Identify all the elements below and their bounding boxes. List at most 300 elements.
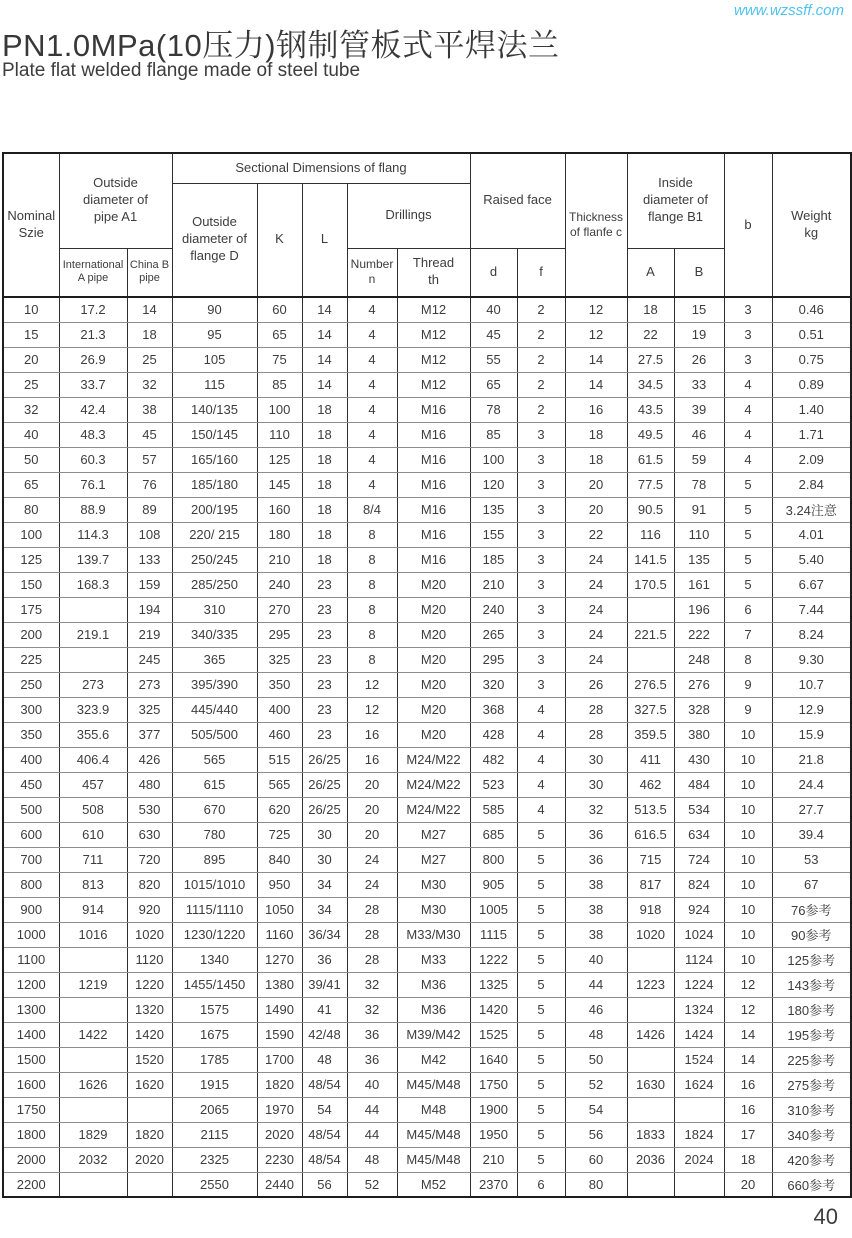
table-cell: 120 [470,472,517,497]
table-cell: 500 [3,797,59,822]
table-cell: 1124 [674,947,724,972]
table-cell: 57 [127,447,172,472]
table-cell: 60 [257,297,302,322]
table-row [3,497,851,522]
table-cell: 42/48 [302,1022,347,1047]
table-cell: 1420 [127,1022,172,1047]
table-cell: 12 [565,322,627,347]
table-cell: 220/ 215 [172,522,257,547]
table-cell: 210 [257,547,302,572]
table-cell: 90参考 [772,922,851,947]
table-cell: 40 [3,422,59,447]
table-cell: 0.89 [772,372,851,397]
table-cell: 4 [347,472,397,497]
table-cell: 28 [565,697,627,722]
table-row [3,1022,851,1047]
table-cell: 114.3 [59,522,127,547]
table-cell: 8 [347,597,397,622]
table-cell: 248 [674,647,724,672]
table-cell: 14 [302,347,347,372]
table-cell: 1426 [627,1022,674,1047]
table-cell: 2020 [257,1122,302,1147]
table-cell: 48 [347,1147,397,1172]
table-cell: 110 [257,422,302,447]
table-cell: 40 [470,297,517,322]
table-cell: 36 [347,1047,397,1072]
table-cell: 17 [724,1122,772,1147]
table-cell: 14 [724,1047,772,1072]
table-cell: 585 [470,797,517,822]
table-cell: 24 [565,597,627,622]
table-cell: 56 [302,1172,347,1197]
table-cell: 2.84 [772,472,851,497]
table-cell: 1380 [257,972,302,997]
table-cell: 276.5 [627,672,674,697]
table-cell: 4 [347,372,397,397]
table-cell: 16 [724,1072,772,1097]
table-cell: 508 [59,797,127,822]
table-row [3,347,851,372]
table-cell: 44 [347,1097,397,1122]
table-cell: 295 [470,647,517,672]
table-cell: 2 [517,322,565,347]
table-cell: 34 [302,872,347,897]
table-cell: 5 [724,572,772,597]
table-cell: 1223 [627,972,674,997]
table-cell: 21.8 [772,747,851,772]
table-cell: 2230 [257,1147,302,1172]
table-cell: 135 [470,497,517,522]
table-cell: 12 [347,672,397,697]
table-cell: 200 [3,622,59,647]
table-cell: 685 [470,822,517,847]
table-cell: 4 [347,347,397,372]
table-cell: 141.5 [627,547,674,572]
table-cell [627,647,674,672]
table-cell: 18 [565,422,627,447]
table-cell: 23 [302,672,347,697]
table-cell: 18 [302,447,347,472]
table-cell: 1829 [59,1122,127,1147]
table-cell: 350 [257,672,302,697]
table-cell: 530 [127,797,172,822]
table-cell: 185 [470,547,517,572]
col-thickness-c: Thickness of flanfe c [565,153,627,297]
table-cell: 3 [517,497,565,522]
table-row [3,1147,851,1172]
table-cell: 1222 [470,947,517,972]
table-cell: 5 [724,472,772,497]
table-cell: 150/145 [172,422,257,447]
table-cell: 295 [257,622,302,647]
table-cell: 30 [302,822,347,847]
table-cell: 88.9 [59,497,127,522]
table-cell: 18 [724,1147,772,1172]
table-cell: 65 [257,322,302,347]
table-cell: 3 [517,597,565,622]
table-row [3,997,851,1022]
table-cell: 1785 [172,1047,257,1072]
table-cell: 32 [565,797,627,822]
table-cell: 914 [59,897,127,922]
table-cell: 1.71 [772,422,851,447]
table-cell: 185/180 [172,472,257,497]
table-cell [59,1172,127,1197]
table-cell: 2200 [3,1172,59,1197]
table-cell: 150 [3,572,59,597]
table-cell: 1230/1220 [172,922,257,947]
table-row [3,922,851,947]
table-row [3,772,851,797]
table-cell: 76 [127,472,172,497]
col-d: d [470,248,517,297]
table-cell: 30 [302,847,347,872]
table-cell: 1700 [257,1047,302,1072]
table-cell: M45/M48 [397,1122,470,1147]
table-cell: 22 [627,322,674,347]
table-cell: 5 [517,922,565,947]
table-cell: 5 [517,1147,565,1172]
table-cell: 116 [627,522,674,547]
table-cell: 14 [302,372,347,397]
table-cell: 155 [470,522,517,547]
table-cell: 480 [127,772,172,797]
table-cell: 222 [674,622,724,647]
table-cell: 2065 [172,1097,257,1122]
table-cell: 1626 [59,1072,127,1097]
table-cell [627,1097,674,1122]
table-cell: 3 [517,547,565,572]
table-cell: M12 [397,347,470,372]
table-cell: 80 [3,497,59,522]
table-cell: 1270 [257,947,302,972]
table-cell: 406.4 [59,747,127,772]
col-group-outside-pipe-a1-label: Outside diameter of pipe A1 [82,175,149,225]
header-row-3 [3,248,851,297]
table-cell: 9.30 [772,647,851,672]
table-cell: 115 [172,372,257,397]
table-cell: 25 [3,372,59,397]
table-cell [59,947,127,972]
table-cell: 634 [674,822,724,847]
table-cell: 20 [347,797,397,822]
table-cell: 820 [127,872,172,897]
table-cell: 100 [470,447,517,472]
table-cell: 25 [127,347,172,372]
table-cell: 482 [470,747,517,772]
table-cell: 325 [257,647,302,672]
table-cell: 20 [3,347,59,372]
table-cell: 6 [517,1172,565,1197]
table-cell: 1824 [674,1122,724,1147]
table-cell: 711 [59,847,127,872]
table-cell: 523 [470,772,517,797]
table-cell: 1015/1010 [172,872,257,897]
table-cell: 365 [172,647,257,672]
table-row [3,472,851,497]
col-k: K [257,183,302,297]
table-cell: 24 [565,572,627,597]
table-cell [59,1047,127,1072]
table-cell: 4 [517,797,565,822]
table-cell: 24 [565,647,627,672]
table-cell: M16 [397,547,470,572]
table-cell: 32 [3,397,59,422]
table-cell: M30 [397,897,470,922]
table-cell: 1400 [3,1022,59,1047]
table-cell [674,1172,724,1197]
table-cell: 38 [565,897,627,922]
table-cell: 28 [347,922,397,947]
table-cell: 48.3 [59,422,127,447]
table-cell: 400 [3,747,59,772]
table-cell: 380 [674,722,724,747]
table-cell: 16 [347,722,397,747]
table-cell: 145 [257,472,302,497]
table-cell: 1325 [470,972,517,997]
table-cell: 3 [517,622,565,647]
table-cell: 196 [674,597,724,622]
table-cell: 800 [470,847,517,872]
table-cell: M24/M22 [397,772,470,797]
table-cell: 108 [127,522,172,547]
table-cell [127,1172,172,1197]
table-cell: M33 [397,947,470,972]
table-cell: 18 [302,472,347,497]
table-cell: 715 [627,847,674,872]
table-cell: 1620 [127,1072,172,1097]
table-cell: 219 [127,622,172,647]
table-row [3,397,851,422]
table-cell: 161 [674,572,724,597]
table-cell: 10 [724,797,772,822]
table-cell: 36 [302,947,347,972]
table-row [3,947,851,972]
table-cell: 800 [3,872,59,897]
table-cell: 368 [470,697,517,722]
table-cell: M16 [397,522,470,547]
table-cell: 65 [3,472,59,497]
table-cell: 46 [565,997,627,1022]
table-cell: 630 [127,822,172,847]
table-cell: M16 [397,447,470,472]
table-cell: 3 [517,672,565,697]
table-cell: 1005 [470,897,517,922]
table-cell: 14 [565,347,627,372]
table-cell: 60 [565,1147,627,1172]
table-cell: 1120 [127,947,172,972]
table-cell: 8 [724,647,772,672]
table-row [3,1097,851,1122]
table-cell: 5 [724,547,772,572]
table-cell: 615 [172,772,257,797]
table-cell: 2 [517,297,565,322]
table-cell: 27.7 [772,797,851,822]
table-cell: 33 [674,372,724,397]
table-cell: 221.5 [627,622,674,647]
table-cell: 1455/1450 [172,972,257,997]
table-cell: 39/41 [302,972,347,997]
table-header [3,153,851,297]
table-cell: 3 [517,422,565,447]
table-cell: 350 [3,722,59,747]
table-cell: 4 [517,722,565,747]
table-cell: 565 [172,747,257,772]
table-cell: M33/M30 [397,922,470,947]
table-cell: 41 [302,997,347,1022]
table-cell: 5 [724,497,772,522]
table-cell: 16 [724,1097,772,1122]
table-cell: 8 [347,622,397,647]
table-cell: 5 [517,997,565,1022]
table-cell: 1675 [172,1022,257,1047]
table-cell: 78 [674,472,724,497]
table-cell: 0.51 [772,322,851,347]
table-cell: 8 [347,547,397,572]
flange-spec-table [2,152,852,1198]
table-cell: 5 [517,1047,565,1072]
table-cell: 359.5 [627,722,674,747]
table-row [3,322,851,347]
table-cell: 420参考 [772,1147,851,1172]
table-cell: 924 [674,897,724,922]
table-cell: 50 [3,447,59,472]
table-cell: 0.46 [772,297,851,322]
table-cell: 3 [724,322,772,347]
table-cell: 77.5 [627,472,674,497]
table-cell: M16 [397,422,470,447]
table-cell: 27.5 [627,347,674,372]
table-cell: 10 [724,722,772,747]
table-cell: 2370 [470,1172,517,1197]
table-cell: 194 [127,597,172,622]
table-cell: 34.5 [627,372,674,397]
table-cell: 17.2 [59,297,127,322]
site-url: www.wzssff.com [733,2,844,19]
table-cell: 12 [724,972,772,997]
table-cell: 5 [517,872,565,897]
table-cell: 55 [470,347,517,372]
table-cell: 85 [257,372,302,397]
table-cell: 20 [347,822,397,847]
table-cell: 18 [565,447,627,472]
table-cell: 1340 [172,947,257,972]
table-cell: 1160 [257,922,302,947]
col-b-upper: B [674,248,724,297]
table-cell: M24/M22 [397,747,470,772]
table-cell: 78 [470,397,517,422]
table-cell: 24 [565,547,627,572]
table-cell: M20 [397,572,470,597]
table-row [3,1072,851,1097]
table-cell: 4 [517,697,565,722]
table-cell: 273 [59,672,127,697]
table-cell: 1630 [627,1072,674,1097]
table-cell: 90 [172,297,257,322]
table-cell: 660参考 [772,1172,851,1197]
table-cell: 1020 [127,922,172,947]
table-cell: 2 [517,347,565,372]
table-cell: 26 [674,347,724,372]
table-cell: 15.9 [772,722,851,747]
table-cell: 225参考 [772,1047,851,1072]
table-cell [59,597,127,622]
table-cell: 10 [724,772,772,797]
table-cell: 240 [257,572,302,597]
table-cell: 38 [565,872,627,897]
table-cell: 1300 [3,997,59,1022]
table-cell [59,997,127,1022]
table-cell: 28 [347,947,397,972]
table-cell: 1640 [470,1047,517,1072]
table-cell: 8.24 [772,622,851,647]
table-cell: 165/160 [172,447,257,472]
table-cell: 12 [565,297,627,322]
table-cell [627,597,674,622]
table-cell: 23 [302,722,347,747]
table-cell: 100 [257,397,302,422]
table-row [3,1047,851,1072]
table-cell: 610 [59,822,127,847]
table-row [3,1122,851,1147]
table-cell: 20 [347,772,397,797]
table-cell: 48 [302,1047,347,1072]
table-cell: 49.5 [627,422,674,447]
table-cell: 328 [674,697,724,722]
table-cell: 24 [347,872,397,897]
table-cell [627,1047,674,1072]
table-cell: 36 [565,847,627,872]
table-cell: 920 [127,897,172,922]
table-cell: 28 [565,722,627,747]
table-cell: 10 [3,297,59,322]
table-cell: 26 [565,672,627,697]
table-cell: 23 [302,697,347,722]
table-cell: 23 [302,622,347,647]
table-cell: 300 [3,697,59,722]
table-cell: 53 [772,847,851,872]
table-cell: 33.7 [59,372,127,397]
col-outside-flange-d: Outside diameter of flange D [172,183,257,297]
col-group-inside-flange-b1 [627,153,724,248]
table-cell: 90.5 [627,497,674,522]
table-cell: 22 [565,522,627,547]
table-cell: 565 [257,772,302,797]
table-cell: 5 [517,1072,565,1097]
table-cell: 1420 [470,997,517,1022]
table-cell: 4 [724,397,772,422]
table-cell: 23 [302,647,347,672]
table-cell: 327.5 [627,697,674,722]
col-nominal-size: Nominal Szie [3,153,59,297]
col-f: f [517,248,565,297]
header-row-1 [3,153,851,183]
table-cell: M20 [397,672,470,697]
col-b-lower: b [724,153,772,297]
table-cell: 15 [674,297,724,322]
table-cell: 340/335 [172,622,257,647]
table-cell: 513.5 [627,797,674,822]
table-cell: 7.44 [772,597,851,622]
table-cell: M20 [397,597,470,622]
page-subtitle: Plate flat welded flange made of steel tube [2,60,361,81]
table-cell: 3 [517,522,565,547]
table-cell: 1490 [257,997,302,1022]
table-cell: 4 [347,422,397,447]
table-cell: 1750 [3,1097,59,1122]
table-cell: M42 [397,1047,470,1072]
table-cell: 2.09 [772,447,851,472]
